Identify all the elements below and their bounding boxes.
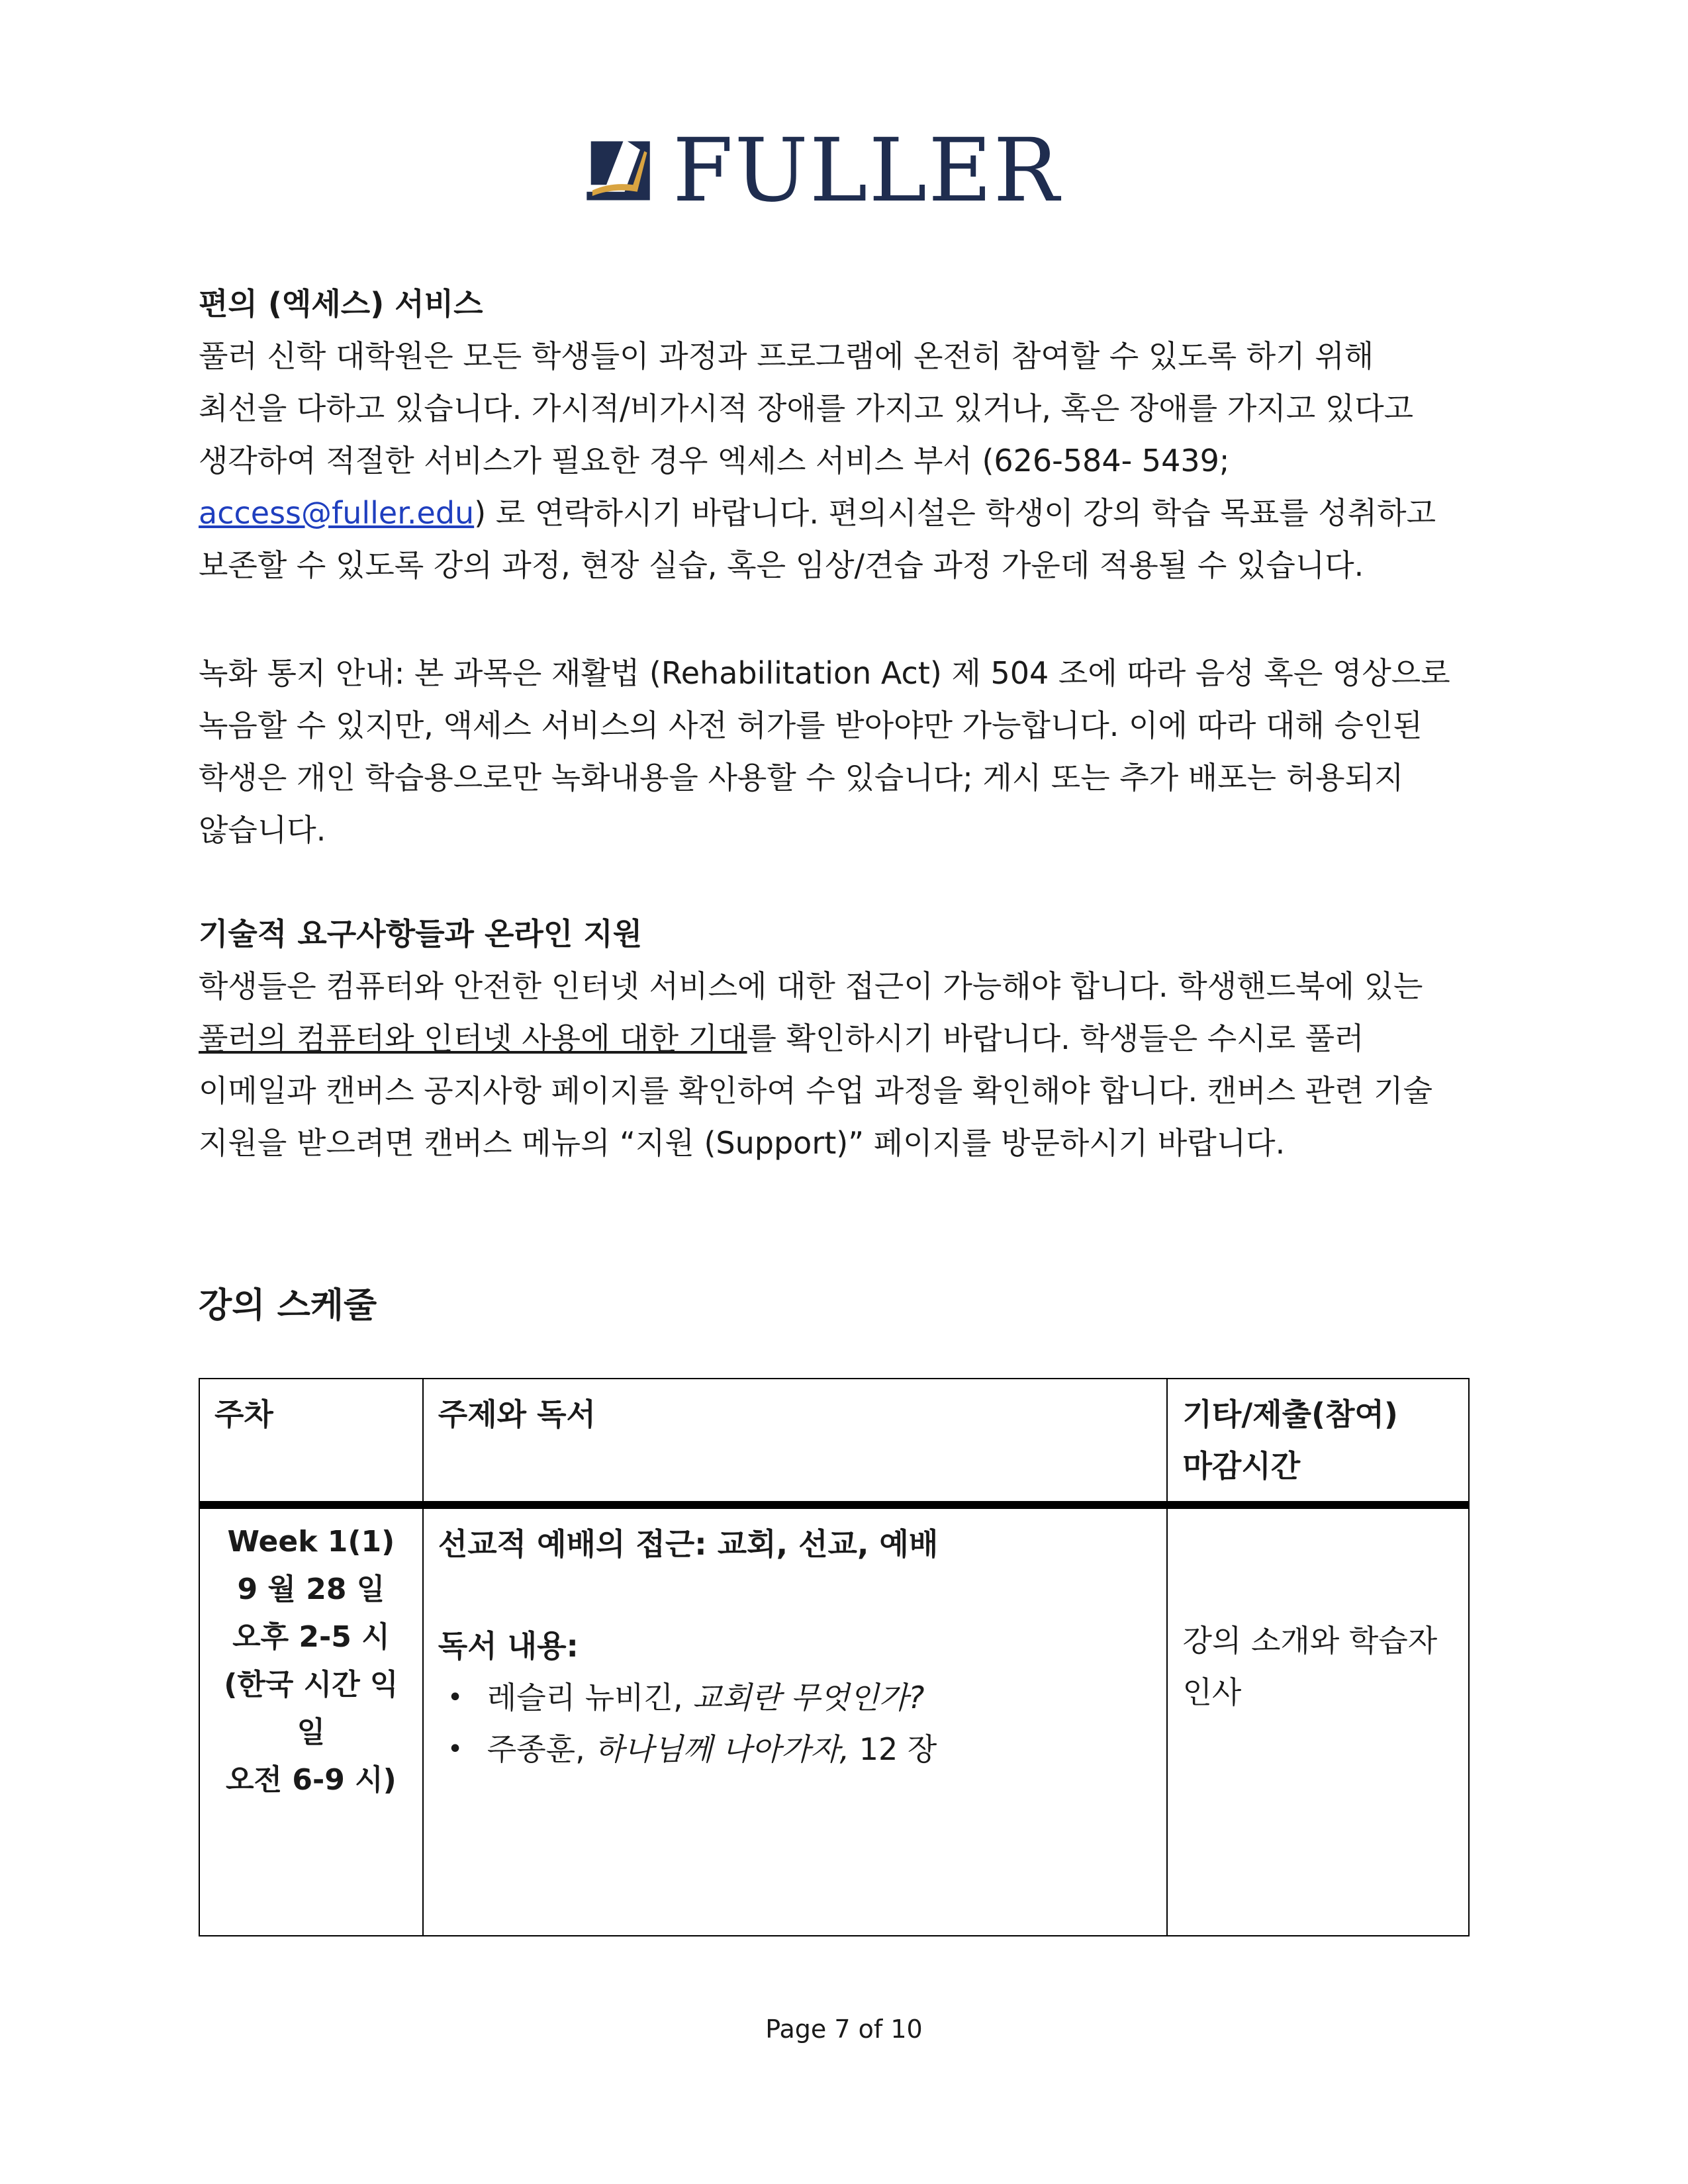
week-line: (한국 시간 익일 — [224, 1668, 399, 1749]
tech-section — [199, 908, 1496, 1169]
access-line-2: 최선을 다하고 있습니다. 가시적/비가시적 장애를 가지고 있거나, 혹은 장애를 가지고 있다고 — [199, 390, 1414, 426]
list-item — [471, 1672, 1152, 1723]
tech-line-3: 이메일과 캔버스 공지사항 페이지를 확인하여 수업 과정을 확인해야 합니다. 캔버스 관련 기술 — [199, 1073, 1433, 1109]
header-other-line-1: 기타/제출(참여) — [1182, 1396, 1398, 1432]
header-week: 주차 — [199, 1379, 423, 1505]
access-line-4 — [199, 487, 1496, 539]
reading-label: 독서 내용: — [438, 1628, 579, 1664]
header-topic: 주제와 독서 — [423, 1379, 1168, 1505]
tech-line-2 — [199, 1013, 1496, 1065]
tech-heading: 기술적 요구사항들과 온라인 지원 — [199, 916, 643, 952]
schedule-heading-block — [199, 1277, 1496, 1327]
topic-cell — [423, 1505, 1168, 1936]
other-line-2: 인사 — [1182, 1674, 1242, 1710]
reading-extra: 12 장 — [849, 1731, 937, 1767]
header-other — [1167, 1379, 1469, 1505]
fuller-logo — [583, 120, 1060, 222]
reading-title: 하나님께 나아가자, — [594, 1731, 850, 1767]
recording-section — [199, 647, 1496, 856]
access-email-link[interactable]: access@fuller.edu — [199, 495, 475, 531]
tech-line-1: 학생들은 컴퓨터와 안전한 인터넷 서비스에 대한 접근이 가능해야 합니다. 학생핸드북에 있는 — [199, 968, 1423, 1004]
list-item — [471, 1723, 1152, 1775]
tech-line-2-text: 를 확인하시기 바랍니다. 학생들은 수시로 풀러 — [747, 1021, 1364, 1056]
access-heading: 편의 (엑세스) 서비스 — [199, 286, 483, 322]
access-line-3: 생각하여 적절한 서비스가 필요한 경우 엑세스 서비스 부서 (626-584- 5439; — [199, 443, 1230, 478]
schedule-table — [199, 1378, 1470, 1936]
week-line: 오후 2-5 시 — [232, 1620, 390, 1654]
tech-line-4: 지원을 받으려면 캔버스 메뉴의 “지원 (Support)” 페이지를 방문하시기 바랍니다. — [199, 1125, 1286, 1161]
recording-line-3: 학생은 개인 학습용으로만 녹화내용을 사용할 수 있습니다; 게시 또는 추가 배포는 허용되지 — [199, 760, 1404, 796]
topic-title: 선교적 예배의 접근: 교회, 선교, 예배 — [438, 1526, 939, 1562]
reading-author: 레슬리 뉴비긴, — [487, 1680, 693, 1715]
week-line: 9 월 28 일 — [237, 1572, 385, 1606]
access-section — [199, 278, 1496, 592]
fuller-logo-wordmark: FULLER — [673, 120, 1060, 222]
access-line-1: 풀러 신학 대학원은 모든 학생들이 과정과 프로그램에 온전히 참여할 수 있도록 하기 위해 — [199, 338, 1374, 374]
computer-internet-expectations-link[interactable]: 풀러의 컴퓨터와 인터넷 사용에 대한 기대 — [199, 1021, 747, 1056]
reading-author: 주종훈, — [487, 1731, 595, 1767]
recording-line-2: 녹음할 수 있지만, 액세스 서비스의 사전 허가를 받아야만 가능합니다. 이에 따라 대해 승인된 — [199, 707, 1423, 743]
fuller-logo-mark-icon — [583, 136, 653, 206]
week-cell — [199, 1505, 423, 1936]
access-line-4-text: ) 로 연락하시기 바랍니다. 편의시설은 학생이 강의 학습 목표를 성취하고 — [474, 495, 1436, 531]
reading-list — [438, 1672, 1152, 1775]
header-other-line-2: 마감시간 — [1182, 1448, 1301, 1484]
other-line-1: 강의 소개와 학습자 — [1182, 1623, 1438, 1659]
table-header-row — [199, 1379, 1469, 1505]
week-line: 오전 6-9 시) — [226, 1763, 397, 1797]
reading-title: 교회란 무엇인가? — [692, 1680, 925, 1715]
recording-line-1: 녹화 통지 안내: 본 과목은 재활법 (Rehabilitation Act) 제 504 조에 따라 음성 혹은 영상으로 — [199, 655, 1450, 691]
week-line: Week 1(1) — [227, 1525, 395, 1559]
schedule-heading: 강의 스케줄 — [199, 1286, 377, 1326]
page-footer: Page 7 of 10 — [765, 2015, 923, 2044]
other-cell — [1167, 1505, 1469, 1936]
table-row — [199, 1505, 1469, 1936]
recording-line-4: 않습니다. — [199, 812, 326, 848]
access-line-5: 보존할 수 있도록 강의 과정, 현장 실습, 혹은 임상/견습 과정 가운데 적용될 수 있습니다. — [199, 547, 1364, 583]
